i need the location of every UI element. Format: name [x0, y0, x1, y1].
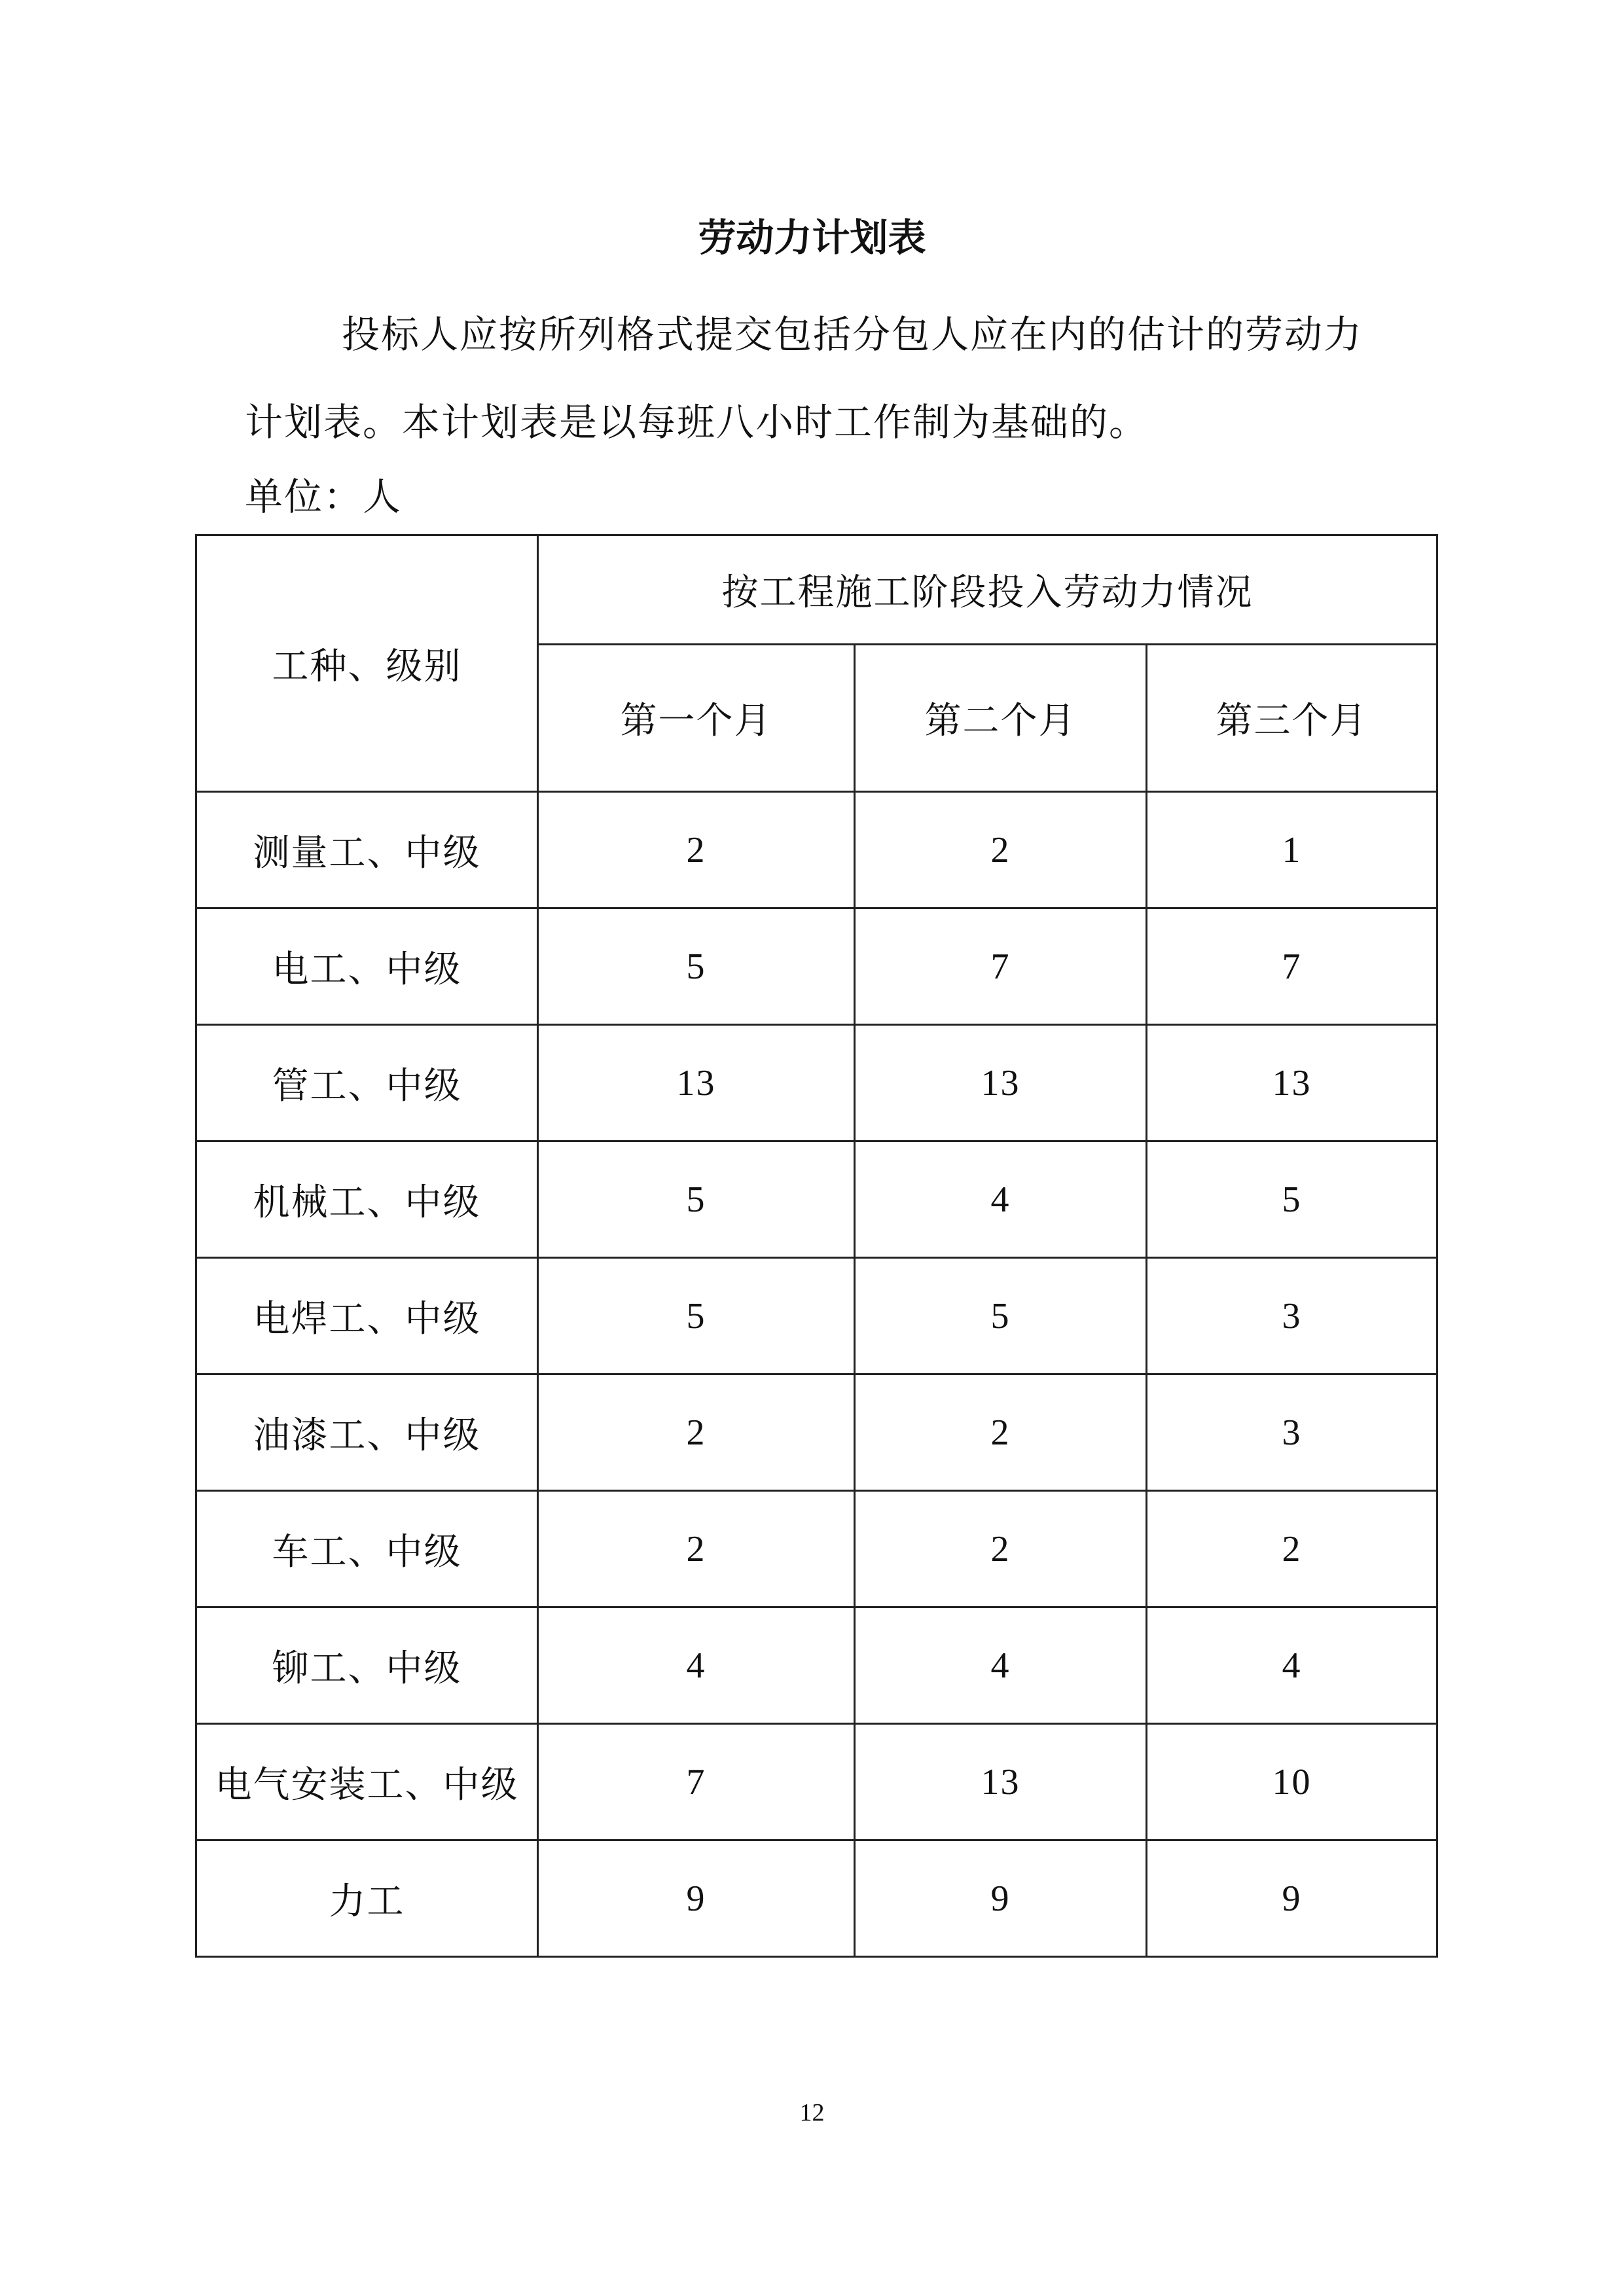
trade-cell: 测量工、中级 — [196, 792, 538, 908]
count-cell-m3: 3 — [1147, 1258, 1437, 1374]
count-cell-m2: 4 — [855, 1141, 1147, 1258]
table-row — [196, 908, 1437, 1025]
table-row — [196, 792, 1437, 908]
intro-paragraph: 投标人应按所列格式提交包括分包人应在内的估计的劳动力计划表。本计划表是以每班八小时工作制为基础的。 — [245, 312, 1363, 444]
count-cell-m3: 1 — [1147, 792, 1437, 908]
table-row — [196, 1141, 1437, 1258]
count-cell-m2: 4 — [855, 1607, 1147, 1724]
count-cell-m2: 2 — [855, 792, 1147, 908]
count-cell-m2: 7 — [855, 908, 1147, 1025]
count-cell-m2: 13 — [855, 1724, 1147, 1840]
table-row — [196, 1840, 1437, 1957]
count-cell-m3: 10 — [1147, 1724, 1437, 1840]
count-cell-m3: 4 — [1147, 1607, 1437, 1724]
count-cell-m1: 5 — [538, 1258, 855, 1374]
trade-cell: 电焊工、中级 — [196, 1258, 538, 1374]
trade-cell: 机械工、中级 — [196, 1141, 538, 1258]
labor-plan-table — [195, 534, 1438, 1958]
count-cell-m3: 13 — [1147, 1025, 1437, 1141]
trade-cell: 车工、中级 — [196, 1491, 538, 1607]
count-cell-m1: 2 — [538, 1491, 855, 1607]
table-row — [196, 1607, 1437, 1724]
count-cell-m1: 5 — [538, 1141, 855, 1258]
count-cell-m1: 9 — [538, 1840, 855, 1957]
count-cell-m2: 5 — [855, 1258, 1147, 1374]
page-title: 劳动力计划表 — [698, 215, 926, 260]
count-cell-m3: 7 — [1147, 908, 1437, 1025]
table-row — [196, 1724, 1437, 1840]
trade-cell: 油漆工、中级 — [196, 1374, 538, 1491]
count-cell-m3: 2 — [1147, 1491, 1437, 1607]
count-cell-m1: 5 — [538, 908, 855, 1025]
count-cell-m3: 3 — [1147, 1374, 1437, 1491]
month-header-2: 第二个月 — [855, 645, 1147, 792]
trade-cell: 管工、中级 — [196, 1025, 538, 1141]
count-cell-m2: 9 — [855, 1840, 1147, 1957]
table-row — [196, 1491, 1437, 1607]
count-cell-m1: 2 — [538, 1374, 855, 1491]
table-row — [196, 1258, 1437, 1374]
count-cell-m1: 4 — [538, 1607, 855, 1724]
count-cell-m2: 13 — [855, 1025, 1147, 1141]
trade-cell: 铆工、中级 — [196, 1607, 538, 1724]
page-number: 12 — [799, 2099, 825, 2126]
unit-label: 单位：人 — [245, 475, 403, 519]
count-cell-m3: 9 — [1147, 1840, 1437, 1957]
count-cell-m1: 2 — [538, 792, 855, 908]
count-cell-m2: 2 — [855, 1491, 1147, 1607]
count-cell-m2: 2 — [855, 1374, 1147, 1491]
table-header-row — [196, 535, 1437, 645]
table-row — [196, 1025, 1437, 1141]
row-header-cell: 工种、级别 — [196, 535, 538, 792]
table-row — [196, 1374, 1437, 1491]
count-cell-m1: 13 — [538, 1025, 855, 1141]
month-header-1: 第一个月 — [538, 645, 855, 792]
trade-cell: 力工 — [196, 1840, 538, 1957]
trade-cell: 电气安装工、中级 — [196, 1724, 538, 1840]
month-header-3: 第三个月 — [1147, 645, 1437, 792]
group-header-cell: 按工程施工阶段投入劳动力情况 — [538, 535, 1437, 645]
count-cell-m1: 7 — [538, 1724, 855, 1840]
count-cell-m3: 5 — [1147, 1141, 1437, 1258]
trade-cell: 电工、中级 — [196, 908, 538, 1025]
